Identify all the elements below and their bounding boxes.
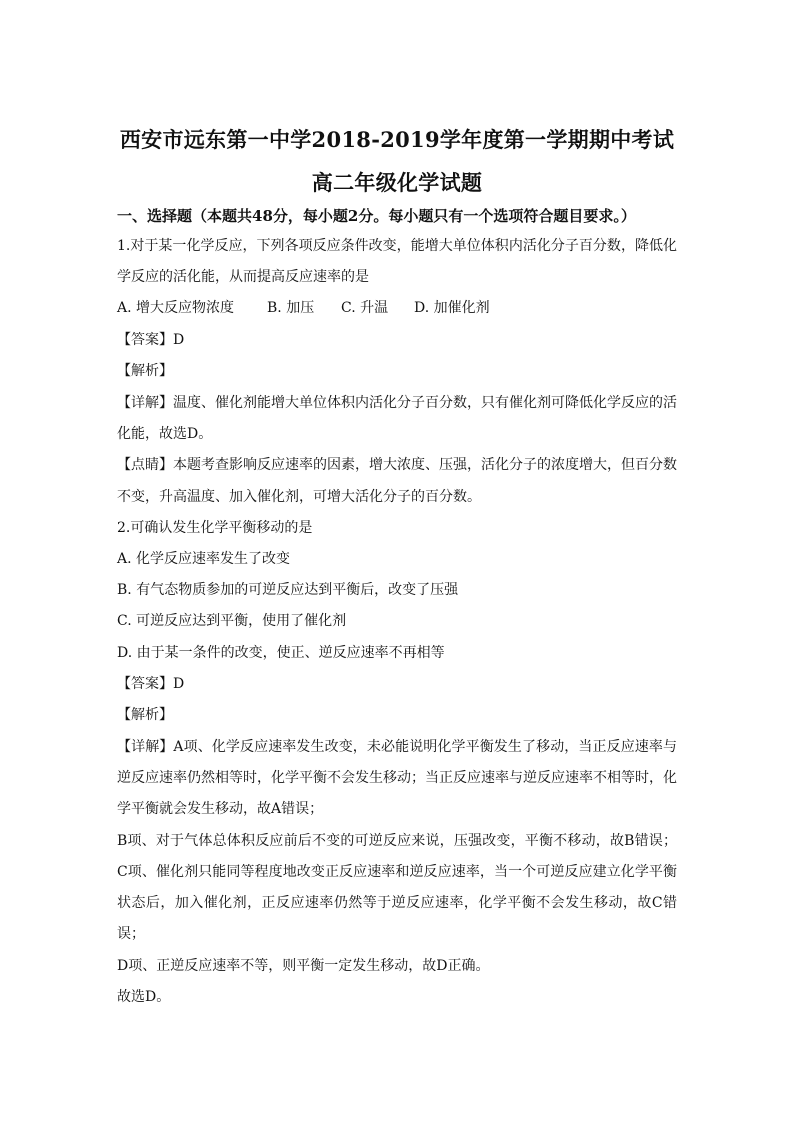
q2-detail-line-8: D项、正逆反应速率不等，则平衡一定发生移动，故D正确。 — [117, 958, 490, 974]
q2-detail-line-7: 误； — [117, 926, 145, 942]
q2-conclusion: 故选D。 — [117, 989, 171, 1005]
q2-detail-line-1: 【详解】A项、化学反应速率发生改变，未必能说明化学平衡发生了移动，当正反应速率与 — [117, 739, 677, 755]
q2-detail-line-2: 逆反应速率仍然相等时，化学平衡不会发生移动；当正反应速率与逆反应速率不相等时，化 — [117, 770, 677, 786]
q2-detail-line-3: 学平衡就会发生移动，故A错误； — [117, 801, 324, 817]
q1-answer: 【答案】D — [117, 332, 185, 348]
q2-stem: 2.可确认发生化学平衡移动的是 — [117, 520, 313, 536]
q2-answer: 【答案】D — [117, 676, 185, 692]
exam-subtitle: 高二年级化学试题 — [311, 170, 483, 195]
q1-option-b: B. 加压 — [267, 300, 315, 316]
q1-analysis-label: 【解析】 — [117, 363, 173, 379]
q2-analysis-label: 【解析】 — [117, 707, 173, 723]
exam-title: 西安市远东第一中学2018-2019学年度第一学期期中考试 — [119, 127, 675, 152]
q1-note-line-1: 【点睛】本题考查影响反应速率的因素，增大浓度、压强，活化分子的浓度增大，但百分数 — [117, 457, 677, 473]
q2-option-a: A. 化学反应速率发生了改变 — [117, 551, 291, 567]
q2-option-c: C. 可逆反应达到平衡，使用了催化剂 — [117, 613, 347, 629]
q2-option-d: D. 由于某一条件的改变，使正、逆反应速率不再相等 — [117, 645, 445, 661]
q1-detail-line-2: 化能，故选D。 — [117, 426, 213, 442]
q1-option-c: C. 升温 — [341, 300, 389, 316]
q2-detail-line-5: C项、催化剂只能同等程度地改变正反应速率和逆反应速率，当一个可逆反应建立化学平衡 — [117, 864, 677, 880]
q1-options — [117, 299, 490, 317]
q2-detail-line-4: B项、对于气体总体积反应前后不变的可逆反应来说，压强改变，平衡不移动，故B错误； — [117, 833, 677, 849]
q1-option-a: A. 增大反应物浓度 — [117, 300, 235, 316]
q2-option-b: B. 有气态物质参加的可逆反应达到平衡后，改变了压强 — [117, 582, 459, 598]
q1-option-d: D. 加催化剂 — [414, 300, 490, 316]
q1-note-line-2: 不变，升高温度、加入催化剂，可增大活化分子的百分数。 — [117, 489, 481, 505]
q1-stem-line-1: 1.对于某一化学反应，下列各项反应条件改变，能增大单位体积内活化分子百分数，降低化 — [117, 238, 677, 254]
q2-detail-line-6: 状态后，加入催化剂，正反应速率仍然等于逆反应速率，化学平衡不会发生移动，故C错 — [117, 895, 677, 911]
q1-stem-line-2: 学反应的活化能，从而提高反应速率的是 — [117, 269, 369, 285]
q1-detail-line-1: 【详解】温度、催化剂能增大单位体积内活化分子百分数，只有催化剂可降低化学反应的活 — [117, 395, 677, 411]
section-heading: 一、选择题（本题共48分，每小题2分。每小题只有一个选项符合题目要求。） — [117, 207, 636, 225]
